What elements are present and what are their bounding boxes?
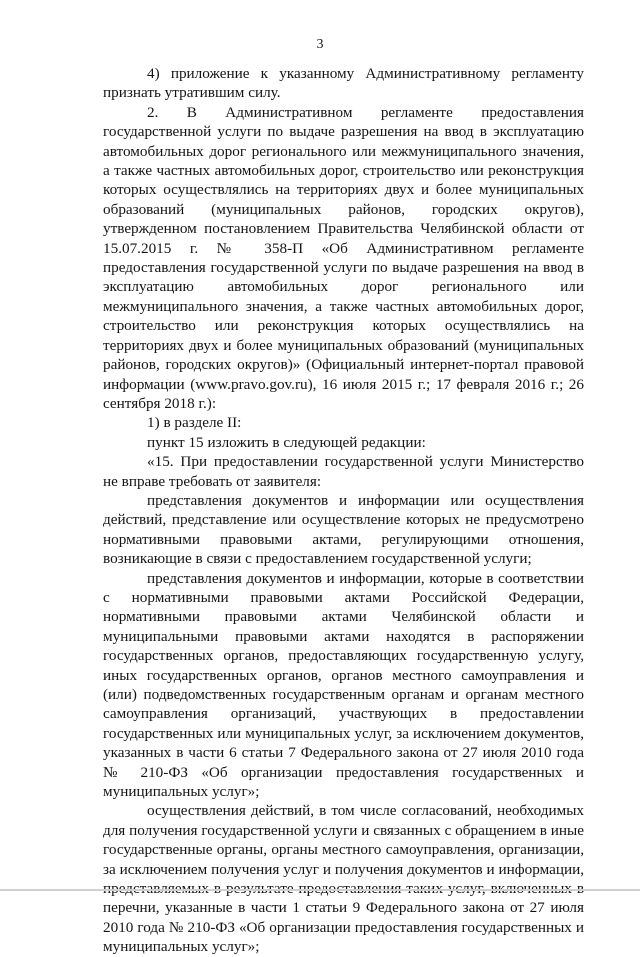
page-number: 3	[316, 37, 324, 52]
paragraph-requirement-2: представления документов и информации, которые в соответствии с нормативными правовыми актами Российской Федерации, нормативными правовыми актами Челябинской области и муниципальными правовыми актами находятся в распоряжении государственных органов, предоставляющих государственную услугу, иных государственных органов, органов местного самоуправления и (или) подведомственных государственным органам и органам местного самоуправления организаций, участвующих в предоставлении государственных или муниципальных услуг, за исключением документов, указанных в части 6 статьи 7 Федерального закона от 27 июля 2010 года № 210-ФЗ «Об организации предоставления государственных и муниципальных услуг»;	[103, 569, 584, 801]
paragraph-amendment-intro: 2. В Административном регламенте предоставления государственной услуги по выдаче разрешения на ввод в эксплуатацию автомобильных дорог регионального или межмуниципального значения, а также частных автомобильных дорог, строительство или реконструкция которых осуществлялись на территориях двух и более муниципальных образований (муниципальных районов, городских округов), утвержденном постановлением Правительства Челябинской области от 15.07.2015 г. № 358-П «Об Административном регламенте предоставления государственной услуги по выдаче разрешения на ввод в эксплуатацию автомобильных дорог регионального или межмуниципального значения, а также частных автомобильных дорог, строительство или реконструкция которых осуществлялись на территориях двух и более муниципальных образований (муниципальных районов, городских округов)» (Официальный интернет-портал правовой информации (www.pravo.gov.ru), 16 июля 2015 г.; 17 февраля 2016 г.; 26 сентября 2018 г.):	[103, 103, 584, 412]
paragraph-item-4-repeal: 4) приложение к указанному Административному регламенту признать утратившим силу.	[103, 65, 584, 102]
scan-bottom-edge	[0, 889, 640, 891]
paragraph-point-15-intro: пункт 15 изложить в следующей редакции:	[147, 433, 426, 451]
paragraph-requirement-3: осуществления действий, в том числе согласований, необходимых для получения государственной услуги и связанных с обращением в иные государственные органы, органы местного самоуправления, организации, за исключением получения услуг и получения документов и информации, перечни, указанные в части 1 статьи 9 Федерального закона от 27 июля 2010 года № 210-ФЗ «Об организации предоставления государственных и муниципальных услуг»;	[103, 802, 584, 956]
paragraph-point-15: «15. При предоставлении государственной услуги Министерство не вправе требовать от заявителя:	[103, 453, 584, 490]
paragraph-section-ii: 1) в разделе II:	[147, 414, 242, 432]
document-body	[103, 64, 584, 957]
paragraph-requirement-1: представления документов и информации или осуществления действий, представление или осуществление которых не предусмотрено нормативными правовыми актами, регулирующими отношения, возникающие в связи с предоставлением государственной услуги;	[103, 491, 584, 568]
